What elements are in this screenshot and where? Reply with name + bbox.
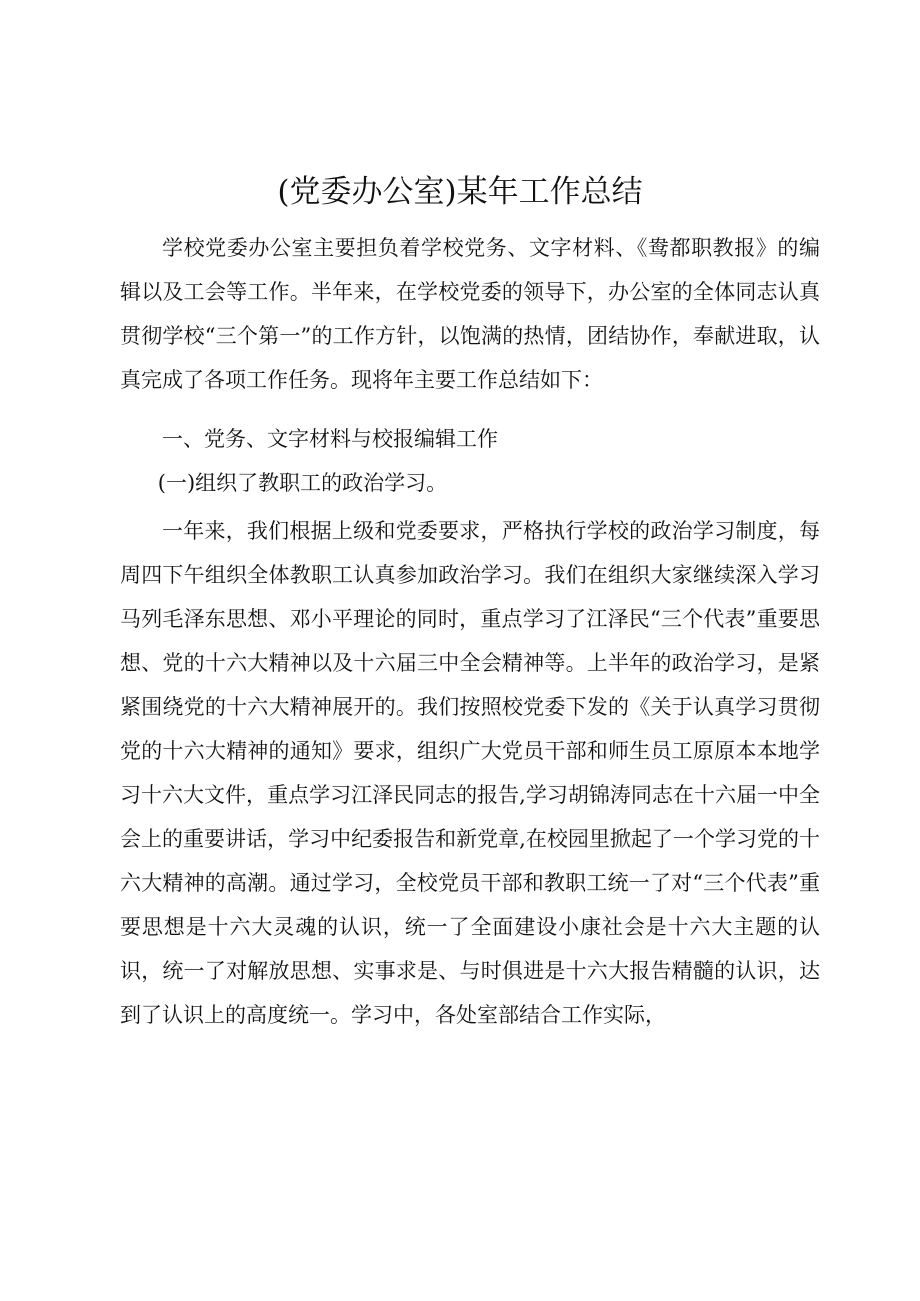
document-title: (党委办公室)某年工作总结: [277, 174, 643, 210]
intro-paragraph: 学校党委办公室主要担负着学校党务、文字材料、《鸯都职教报》的编辑以及工会等工作。半年来，在学校党委的领导下，办公室的全体同志认真贯彻学校“三个第一”的工作方针，以饱满的热情，团结协作，奉献进取，认真完成了各项工作任务。现将年主要工作总结如下：: [120, 236, 820, 392]
document-body: [120, 226, 820, 1037]
subsection-heading-1: (一)组织了教职工的政治学习。: [157, 471, 448, 495]
subsection-paragraph-1: 一年来，我们根据上级和党委要求，严格执行学校的政治学习制度，每周四下午组织全体教职工认真参加政治学习。我们在组织大家继续深入学习马列毛泽东思想、邓小平理论的同时，重点学习了江泽民“三个代表”重要思想、党的十六大精神以及十六届三中全会精神等。上半年的政治学习，是紧紧围绕党的十六大精神展开的。我们按照校党委下发的《关于认真学习贯彻党的十六大精神的通知》要求，组织广大党员干部和师生员工原原本本地学习十六大文件，重点学习江泽民同志的报告,学习胡锦涛同志在十六届一中全会上的重要讲话，学习中纪委报告和新党章,在校园里掀起了一个学习党的十六大精神的高潮。通过学习，全校党员干部和教职工统一了对“三个代表”重要思想是十六大灵魂的认识，统一了全面建设小康社会是十六大主题的认识，统一了对解放思想、实事求是、与时俱进是十六大报告精髓的认识，达到了认识上的高度统一。学习中，各处室部结合工作实际，: [120, 519, 820, 1027]
section-heading-1: 一、党务、文字材料与校报编辑工作: [162, 427, 498, 451]
